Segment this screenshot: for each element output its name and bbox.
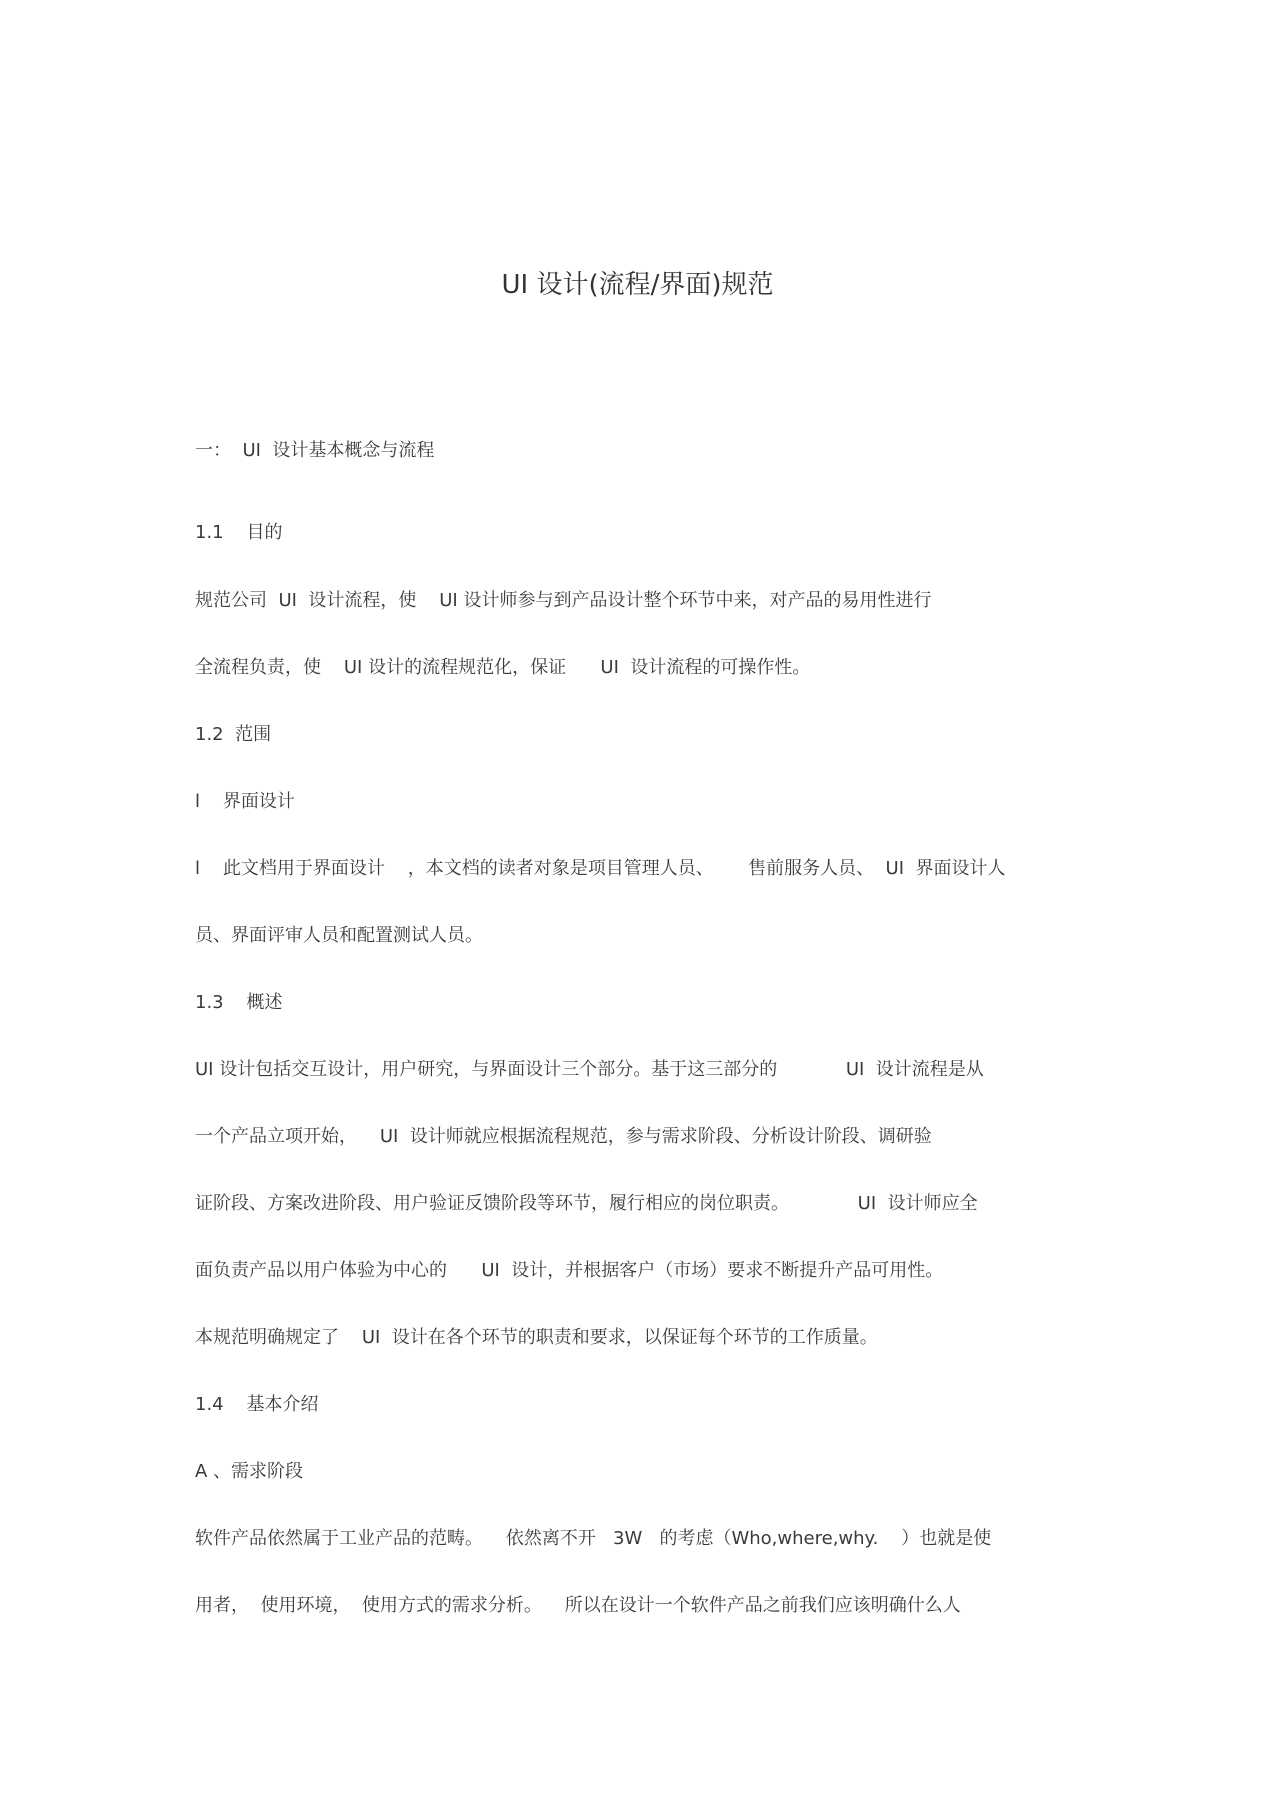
- section-heading-1: 一： UI 设计基本概念与流程: [195, 440, 435, 461]
- body-line: 用者， 使用环境， 使用方式的需求分析。 所以在设计一个软件产品之前我们应该明确什么人: [195, 1595, 961, 1616]
- body-line: 证阶段、方案改进阶段、用户验证反馈阶段等环节，履行相应的岗位职责。 UI 设计师应全: [195, 1193, 978, 1214]
- subsection-heading-1-3: 1.3 概述: [195, 992, 283, 1013]
- subsection-heading-1-2: 1.2 范围: [195, 724, 272, 745]
- list-item: l 此文档用于界面设计 ，本文档的读者对象是项目管理人员、 售前服务人员、 UI 界面设计人: [195, 858, 1006, 879]
- subsection-heading-1-4: 1.4 基本介绍: [195, 1394, 319, 1415]
- body-line: 全流程负责，使 UI 设计的流程规范化，保证 UI 设计流程的可操作性。: [195, 657, 811, 678]
- list-item: l 界面设计: [195, 791, 295, 812]
- stage-heading-a: A 、需求阶段: [195, 1461, 304, 1482]
- body-line: 一个产品立项开始， UI 设计师就应根据流程规范，参与需求阶段、分析设计阶段、调研验: [195, 1126, 932, 1147]
- document-title: UI 设计(流程/界面)规范: [501, 270, 774, 300]
- body-line: 员、界面评审人员和配置测试人员。: [195, 925, 483, 946]
- body-line: 软件产品依然属于工业产品的范畴。 依然离不开 3W 的考虑（Who,where,why. ）也就是使: [195, 1528, 992, 1549]
- body-line: 面负责产品以用户体验为中心的 UI 设计，并根据客户（市场）要求不断提升产品可用性。: [195, 1260, 944, 1281]
- body-line: UI 设计包括交互设计，用户研究，与界面设计三个部分。基于这三部分的 UI 设计流程是从: [195, 1059, 984, 1080]
- subsection-heading-1-1: 1.1 目的: [195, 522, 283, 543]
- body-line: 本规范明确规定了 UI 设计在各个环节的职责和要求，以保证每个环节的工作质量。: [195, 1327, 878, 1348]
- body-line: 规范公司 UI 设计流程，使 UI 设计师参与到产品设计整个环节中来，对产品的易用性进行: [195, 590, 932, 611]
